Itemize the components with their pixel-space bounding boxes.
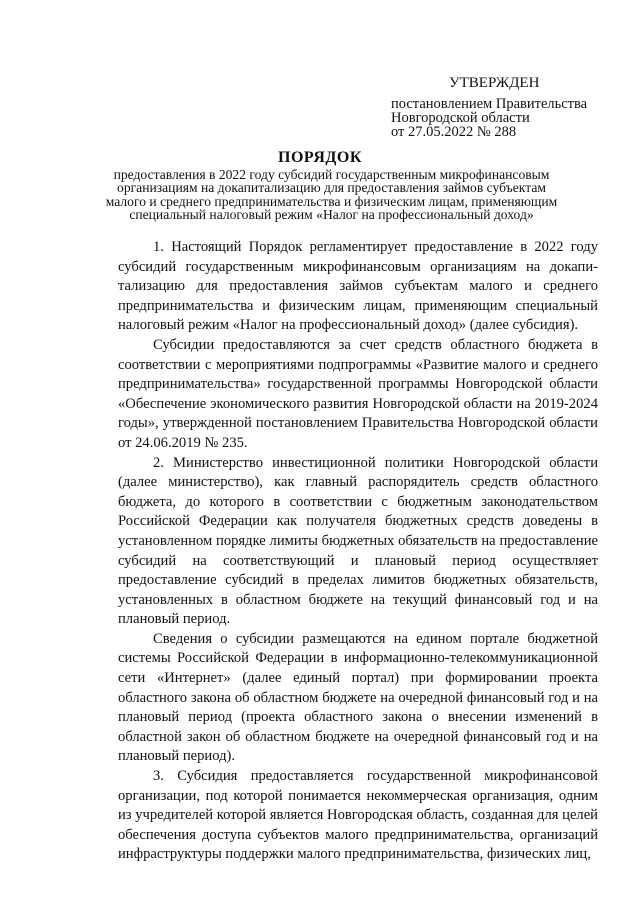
paragraph: Субсидии предоставляются за счет средств областного бюджета в соответствии с мероприятиями подпрограммы «Развитие малого и среднего предпринимательства» государственной программы Новгородской области «Обеспечение экономического развития Новгородской области на 2019-2024 годы», утвержденной постановлением Правительства Новгородской области от 24.06.2019 № 235. xyxy=(118,336,598,451)
approval-line: от 27.05.2022 № 288 xyxy=(391,124,517,140)
paragraph: 2. Министерство инвестиционной политики Новгородской области (далее министерство), как главный распорядитель средств областного бюджета, до которого в соответствии с бюджетным законодательством Российской Федерации как получателя бюджетных средств доведены в установленном порядке лимиты бюджетных обязательств на предоставление субсидий на соответствующий и плановый период осуществляет предоставление субсидий в пределах лимитов бюджетных обязательств, установленных в областном бюджете на текущий финансовый год и на плановый период. xyxy=(118,454,598,628)
approval-line: постановлением Правительства xyxy=(391,96,588,112)
approval-line: Новгородской области xyxy=(391,110,530,126)
paragraph: 1. Настоящий Порядок регламентирует предоставление в 2022 году субсидий государственным микрофинансовым организациям на докапи-тализацию для предоставления займов субъектам малого и среднего предпринимательства и физическим лицам, применяющим специальный налоговый режим «Налог на профессиональный доход» (далее субсидия). xyxy=(118,239,598,334)
document-subtitle: предоставления в 2022 году субсидий государственным микрофинансовым организациям на докапитализацию для предоставления займов субъектам малого и среднего предпринимательства и физическим лицам, применяющим специальный налоговый режим «Налог на профессиональный доход» xyxy=(105,167,558,223)
paragraph: Сведения о субсидии размещаются на едином портале бюджетной системы Российской Федерации в информационно-телекоммуникационной сети «Интернет» (далее единый портал) при формировании проекта областного закона об областном бюджете на очередной финансовый год и на плановый период (проекта областного закона о внесении изменений в областной закон об областном бюджете на очередной финансовый год и на плановый период). xyxy=(118,630,598,765)
approval-heading: УТВЕРЖДЕН xyxy=(449,75,540,91)
approval-stamp xyxy=(391,76,621,139)
document-body xyxy=(118,238,598,865)
document-title: ПОРЯДОК xyxy=(278,149,362,166)
paragraph: 3. Субсидия предоставляется государственной микрофинансовой организации, под которой понимается некоммерческая организация, одним из учредителей которой является Новгородская область, созданная для целей обеспечения доступа субъектов малого предпринимательства, организаций инфраструктуры поддержки малого предпринимательства, физических лиц, xyxy=(118,768,598,863)
